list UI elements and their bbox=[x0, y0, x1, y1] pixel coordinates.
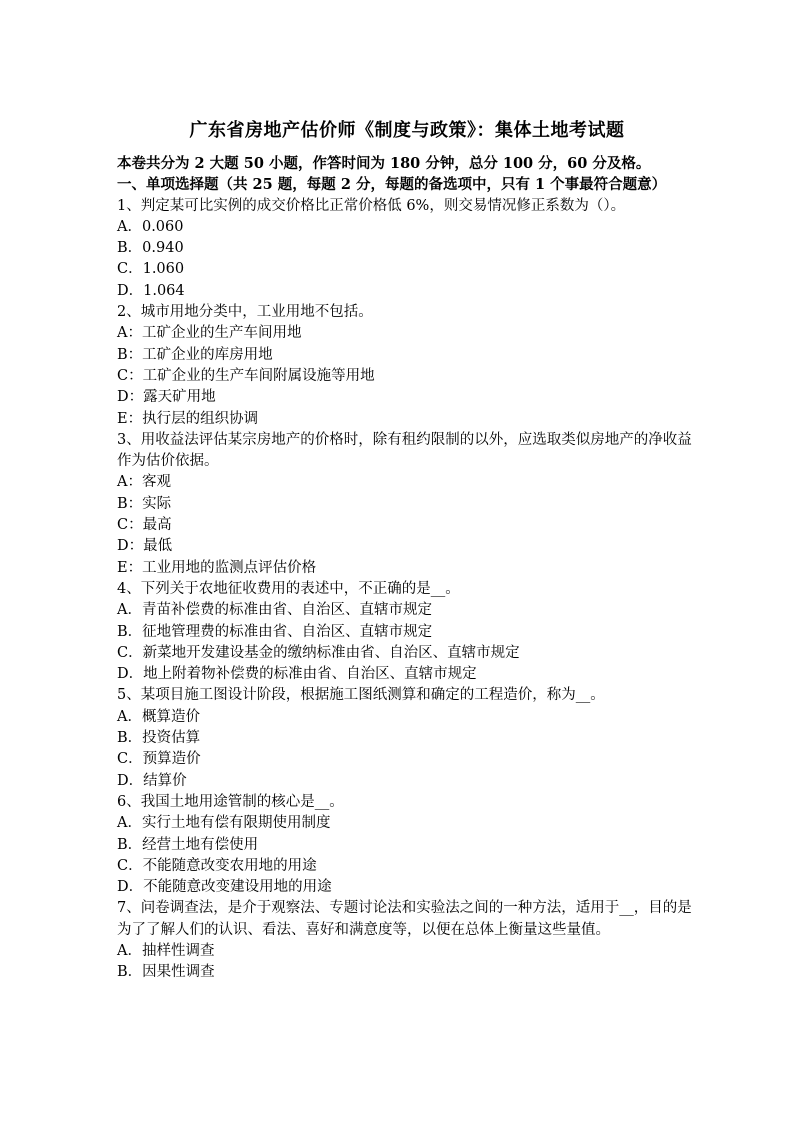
section-heading: 一、单项选择题（共 25 题，每题 2 分，每题的备选项中，只有 1 个事最符合题意） bbox=[117, 176, 667, 194]
document-page bbox=[117, 118, 697, 984]
exam-intro: 本卷共分为 2 大题 50 小题，作答时间为 180 分钟，总分 100 分，60 分及格。 bbox=[117, 155, 651, 172]
answer-option: B．征地管理费的标准由省、自治区、直辖市规定 bbox=[117, 623, 433, 640]
answer-option: C：最高 bbox=[117, 517, 172, 534]
answer-option: B．因果性调查 bbox=[117, 964, 215, 981]
question-stem: 1、判定某可比实例的成交价格比正常价格低 6%，则交易情况修正系数为（）。 bbox=[117, 197, 626, 214]
question-stem: 7、问卷调查法，是介于观察法、专题讨论法和实验法之间的一种方法，适用于__，目的是为了了解人们的认识、看法、喜好和满意度等，以便在总体上衡量这些量值。 bbox=[117, 900, 692, 938]
answer-option: A．抽样性调查 bbox=[117, 942, 215, 959]
answer-option: B．经营土地有偿使用 bbox=[117, 836, 259, 853]
answer-option: E：工业用地的监测点评估价格 bbox=[117, 559, 317, 576]
answer-option: C．1.060 bbox=[117, 261, 185, 278]
answer-option: A：工矿企业的生产车间用地 bbox=[117, 325, 302, 342]
answer-option: A．0.060 bbox=[117, 218, 184, 235]
answer-option: B：实际 bbox=[117, 495, 172, 512]
answer-option: C．预算造价 bbox=[117, 751, 201, 768]
question-stem: 5、某项目施工图设计阶段，根据施工图纸测算和确定的工程造价，称为__。 bbox=[117, 687, 605, 704]
answer-option: C．新菜地开发建设基金的缴纳标准由省、自治区、直辖市规定 bbox=[117, 644, 520, 661]
question-stem: 2、城市用地分类中，工业用地不包括。 bbox=[117, 304, 373, 321]
answer-option: A：客观 bbox=[117, 474, 171, 491]
answer-option: D：最低 bbox=[117, 538, 173, 555]
answer-option: C．不能随意改变农用地的用途 bbox=[117, 857, 317, 874]
question-stem: 4、下列关于农地征收费用的表述中，不正确的是__。 bbox=[117, 580, 460, 597]
answer-option: B：工矿企业的库房用地 bbox=[117, 346, 273, 363]
answer-option: C：工矿企业的生产车间附属设施等用地 bbox=[117, 367, 375, 384]
answer-option: D．不能随意改变建设用地的用途 bbox=[117, 879, 332, 896]
answer-option: D．1.064 bbox=[117, 282, 185, 299]
answer-option: B．投资估算 bbox=[117, 730, 201, 747]
answer-option: D：露天矿用地 bbox=[117, 389, 216, 406]
answer-option: A．概算造价 bbox=[117, 708, 200, 725]
question-stem: 6、我国土地用途管制的核心是__。 bbox=[117, 793, 344, 810]
question-stem: 3、用收益法评估某宗房地产的价格时，除有租约限制的以外，应选取类似房地产的净收益作为估价依据。 bbox=[117, 431, 692, 470]
answer-option: D．结算价 bbox=[117, 772, 187, 789]
answer-option: A．实行土地有偿有限期使用制度 bbox=[117, 815, 331, 832]
answer-option: A．青苗补偿费的标准由省、自治区、直辖市规定 bbox=[117, 602, 432, 619]
answer-option: E：执行层的组织协调 bbox=[117, 410, 259, 427]
document-title: 广东省房地产估价师《制度与政策》：集体土地考试题 bbox=[189, 120, 625, 141]
answer-option: B．0.940 bbox=[117, 240, 184, 257]
answer-option: D．地上附着物补偿费的标准由省、自治区、直辖市规定 bbox=[117, 666, 477, 683]
